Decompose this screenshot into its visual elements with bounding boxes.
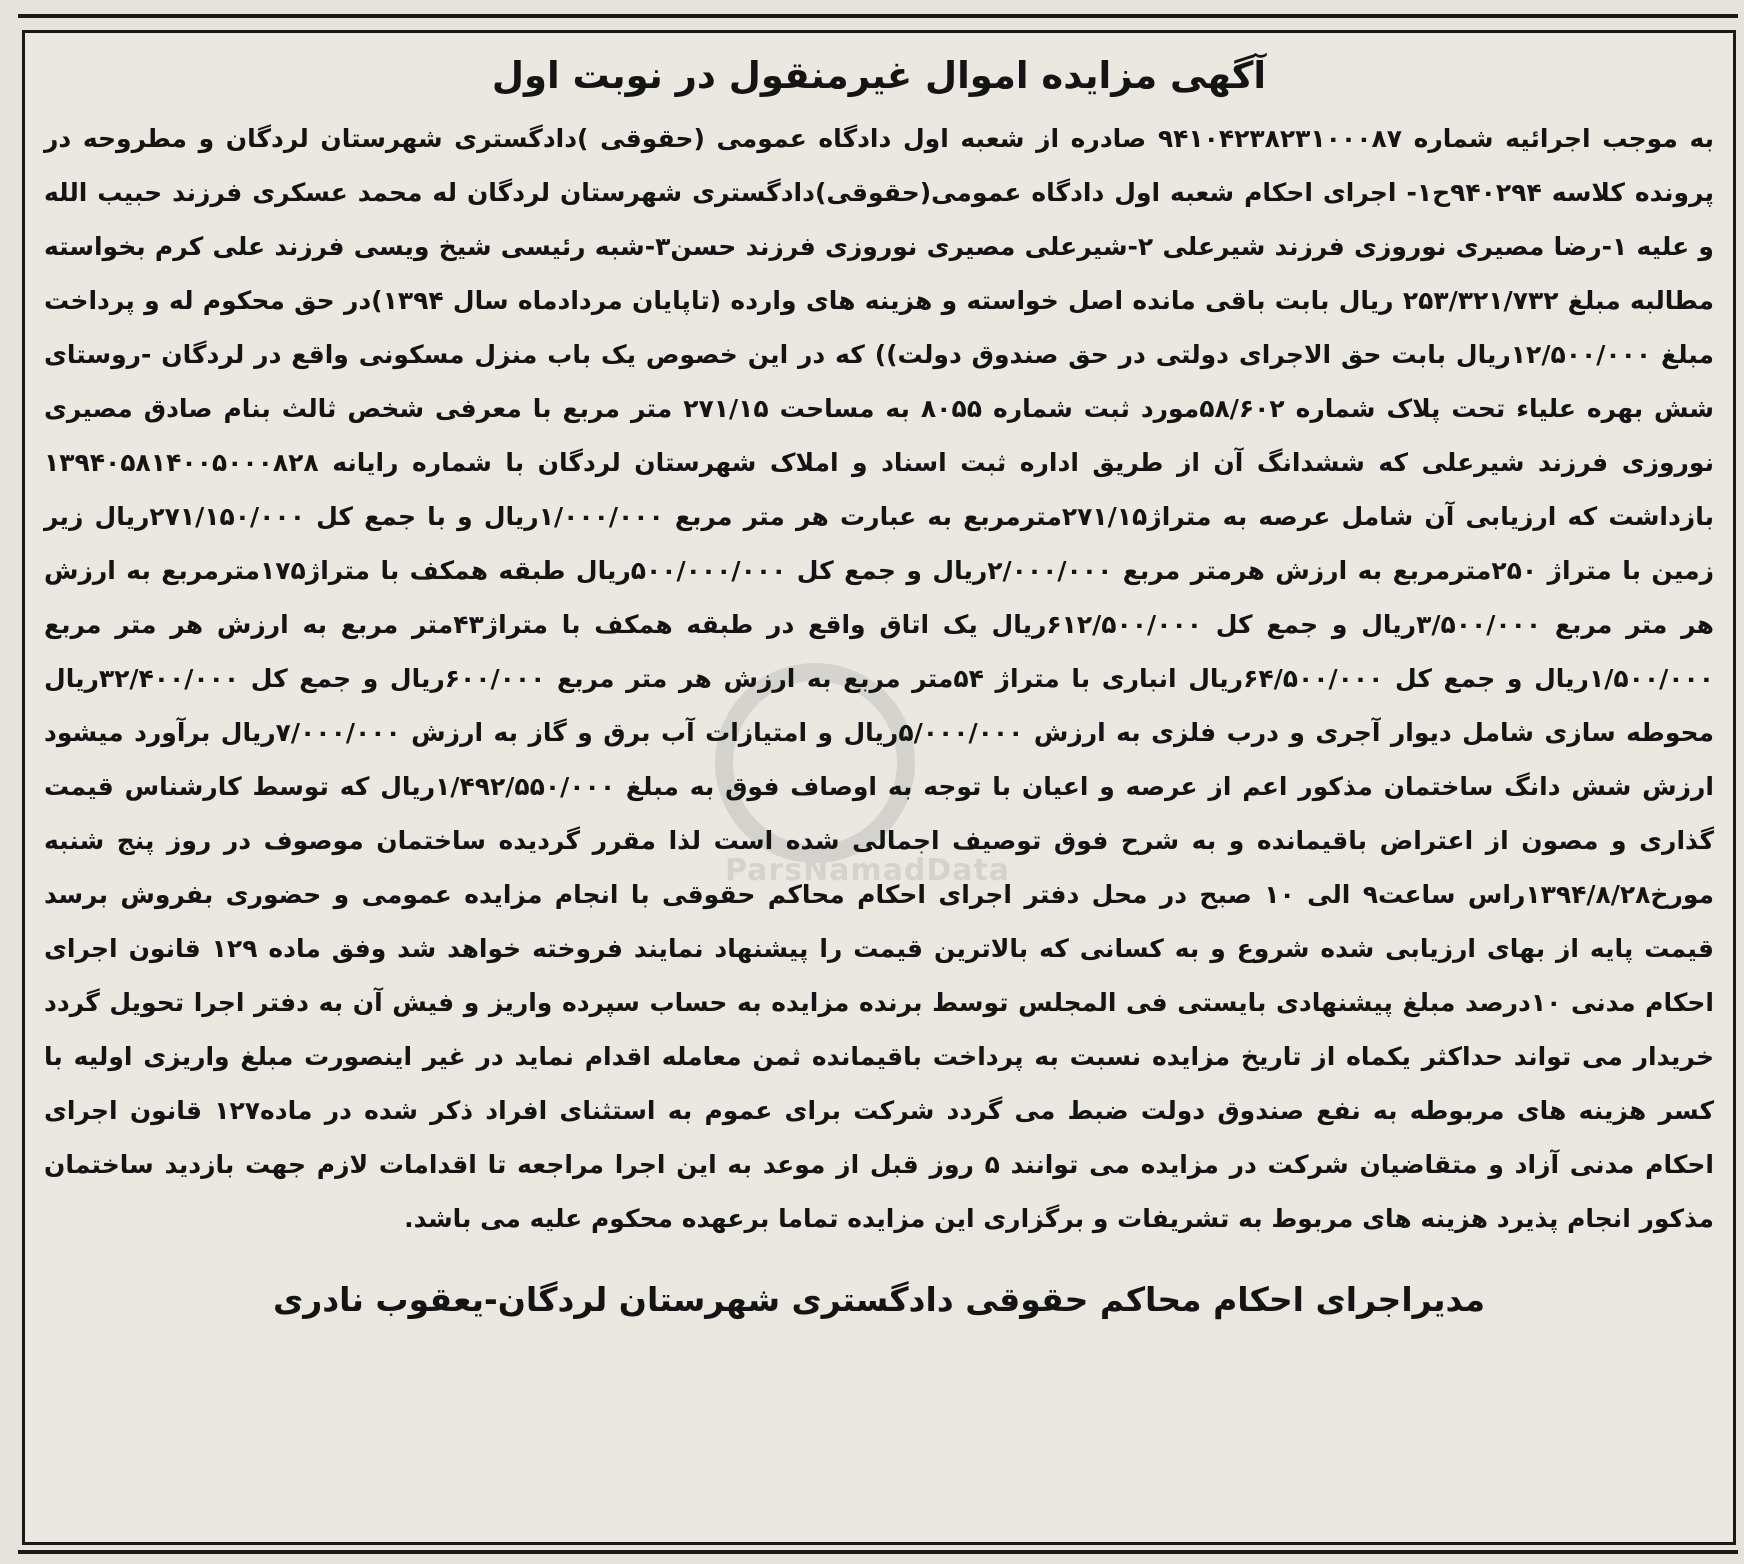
notice-body: به موجب اجرائیه شماره ۹۴۱۰۴۲۳۸۲۳۱۰۰۰۸۷ صادره از شعبه اول دادگاه عمومی (حقوقی )دادگستری شهرستان لردگان و مطروحه در پرونده کلاسه ۹۴۰۲۹۴ح۱- اجرای احکام شعبه اول دادگاه عمومی(حقوقی)دادگستری شهرستان لردگان له محمد عسکری فرزند حبیب الله و علیه ۱-رضا مصیری نوروزی فرزند شیرعلی ۲-شیرعلی مصیری نوروزی فرزند حسن۳-شبه رئیسی شیخ ویسی فرزند علی کرم بخواسته مطالبه مبلغ ۲۵۳/۳۲۱/۷۳۲ ریال بابت باقی مانده اصل خواسته و هزینه های وارده (تاپایان مردادماه سال ۱۳۹۴)در حق محکوم له و پرداخت مبلغ ۱۲/۵۰۰/۰۰۰ریال بابت حق الاجرای دولتی در حق صندوق دولت)) که در این خصوص یک باب منزل مسکونی واقع در لردگان -روستای شش بهره علیاء تحت پلاک شماره ۵۸/۶۰۲مورد ثبت شماره ۸۰۵۵ به مساحت ۲۷۱/۱۵ متر مربع با معرفی شخص ثالث بنام صادق مصیری نوروزی فرزند شیرعلی که ششدانگ آن از طریق اداره ثبت اسناد و املاک شهرستان لردگان با شماره رایانه ۱۳۹۴۰۵۸۱۴۰۰۵۰۰۰۸۲۸ بازداشت که ارزیابی آن شامل عرصه به متراژ۲۷۱/۱۵مترمربع به عبارت هر متر مربع ۱/۰۰۰/۰۰۰ریال و با جمع کل ۲۷۱/۱۵۰/۰۰۰ریال زیر زمین با متراژ ۲۵۰مترمربع به ارزش هرمتر مربع ۲/۰۰۰/۰۰۰ریال و جمع کل ۵۰۰/۰۰۰/۰۰۰ریال طبقه همکف با متراژ۱۷۵مترمربع به ارزش هر متر مربع ۳/۵۰۰/۰۰۰ریال و جمع کل ۶۱۲/۵۰۰/۰۰۰ریال یک اتاق واقع در طبقه همکف با متراژ۴۳متر مربع به ارزش هر متر مربع ۱/۵۰۰/۰۰۰ریال و جمع کل ۶۴/۵۰۰/۰۰۰ریال انباری با متراژ ۵۴متر مربع به ارزش هر متر مربع ۶۰۰/۰۰۰ریال و جمع کل ۳۲/۴۰۰/۰۰۰ریال محوطه سازی شامل دیوار آجری و درب فلزی به ارزش ۵/۰۰۰/۰۰۰ریال و امتیازات آب برق و گاز به ارزش ۷/۰۰۰/۰۰۰ریال برآورد میشود ارزش شش دانگ ساختمان مذکور اعم از عرصه و اعیان با توجه به اوصاف فوق به مبلغ ۱/۴۹۲/۵۵۰/۰۰۰ریال که توسط کارشناس قیمت گذاری و مصون از اعتراض باقیمانده و به شرح فوق توصیف اجمالی شده است لذا مقرر گردیده ساختمان موصوف در روز پنج شنبه مورخ۱۳۹۴/۸/۲۸راس ساعت۹ الی ۱۰ صبح در محل دفتر اجرای احکام محاکم حقوقی با انجام مزایده عمومی و حضوری بفروش برسد قیمت پایه از بهای ارزیابی شده شروع و به کسانی که بالاترین قیمت را پیشنهاد نمایند فروخته خواهد شد وفق ماده ۱۲۹ قانون اجرای احکام مدنی ۱۰درصد مبلغ پیشنهادی بایستی فی المجلس توسط برنده مزایده به حساب سپرده واریز و فیش آن به دفتر اجرا تحویل گردد خریدار می تواند حداکثر یکماه از تاریخ مزایده نسبت به پرداخت باقیمانده ثمن معامله اقدام نماید در غیر اینصورت مبلغ واریزی اولیه با کسر هزینه های مربوطه به نفع صندوق دولت ضبط می گردد شرکت برای عموم به استثنای افراد ذکر شده در ماده۱۲۷ قانون اجرای احکام مدنی آزاد و متقاضیان شرکت در مزایده می توانند ۵ روز قبل از موعد به این اجرا مراجعه تا اقدامات لازم جهت بازدید ساختمان مذکور انجام پذیرد هزینه های مربوط به تشریفات و برگزاری این مزایده تماما برعهده محکوم علیه می باشد.	[44, 124, 1715, 1233]
watermark-label: ParsNamadData	[725, 853, 1011, 888]
notice-title: آگهی مزایده اموال غیرمنقول در نوبت اول	[491, 54, 1267, 97]
notice-content	[44, 40, 1714, 1340]
bottom-divider	[18, 1550, 1738, 1554]
notice-signature: مدیراجرای احکام محاکم حقوقی دادگستری شهرستان لردگان-یعقوب نادری	[272, 1280, 1486, 1319]
top-divider	[18, 14, 1738, 18]
